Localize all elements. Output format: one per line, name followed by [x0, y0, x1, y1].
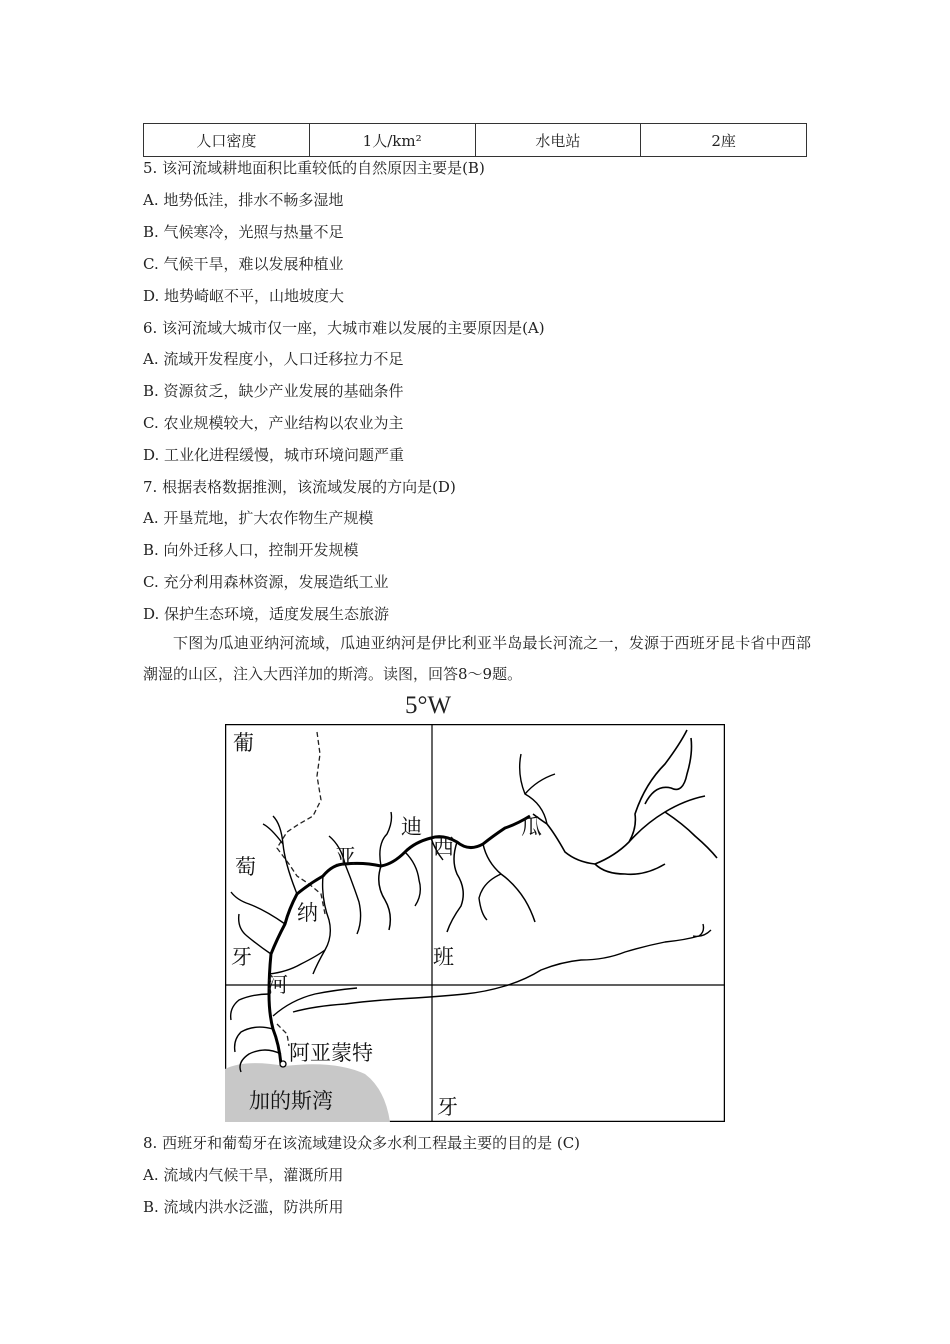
question-6-stem: 6. 该河流域大城市仅一座，大城市难以发展的主要原因是(A)	[143, 319, 545, 337]
question-6-option-c: C. 农业规模较大，产业结构以农业为主	[143, 414, 404, 432]
table-cell: 人口密度	[144, 124, 310, 157]
guadiana-basin-map	[225, 724, 725, 1122]
label-ya-country: 牙	[231, 945, 252, 969]
city-point	[280, 1061, 286, 1067]
question-6-option-b: B. 资源贫乏，缺少产业发展的基础条件	[143, 382, 404, 400]
question-8-stem: 8. 西班牙和葡萄牙在该流域建设众多水利工程最主要的目的是 (C)	[143, 1134, 581, 1152]
question-5-option-a: A. 地势低洼，排水不畅多湿地	[143, 191, 344, 209]
question-8-option-a: A. 流域内气候干旱，灌溉所用	[143, 1166, 344, 1184]
label-na: 纳	[297, 901, 318, 925]
label-xi-river: 西	[433, 835, 454, 859]
question-6-option-d: D. 工业化进程缓慢，城市环境问题严重	[143, 446, 405, 464]
label-gua: 瓜	[521, 815, 542, 839]
question-7-option-d: D. 保护生态环境，适度发展生态旅游	[143, 605, 390, 623]
question-8-option-b: B. 流域内洪水泛滥，防洪所用	[143, 1198, 344, 1216]
label-ya-river: 亚	[335, 845, 356, 869]
label-di: 迪	[401, 815, 422, 839]
question-7-option-c: C. 充分利用森林资源，发展造纸工业	[143, 573, 389, 591]
table-cell: 水电站	[475, 124, 641, 157]
label-ban: 班	[433, 945, 454, 969]
label-ya-spain: 牙	[437, 1095, 458, 1119]
table-cell: 1人/km²	[309, 124, 475, 157]
label-pu-2: 萄	[235, 855, 256, 879]
question-7-stem: 7. 根据表格数据推测，该流域发展的方向是(D)	[143, 478, 456, 496]
map-svg	[225, 724, 725, 1122]
label-pu-1: 葡	[233, 731, 254, 755]
question-7-option-b: B. 向外迁移人口，控制开发规模	[143, 541, 359, 559]
question-5-option-d: D. 地势崎岖不平，山地坡度大	[143, 287, 345, 305]
question-5-option-b: B. 气候寒冷，光照与热量不足	[143, 223, 344, 241]
label-he: 河	[267, 973, 288, 997]
longitude-label: 5°W	[405, 692, 452, 719]
intro-paragraph: 下图为瓜迪亚纳河流域，瓜迪亚纳河是伊比利亚半岛最长河流之一，发源于西班牙昆卡省中西部潮湿的山区，注入大西洋加的斯湾。读图，回答8～9题。	[143, 634, 811, 683]
data-table	[143, 123, 807, 157]
table-cell: 2座	[641, 124, 807, 157]
question-5-stem: 5. 该河流域耕地面积比重较低的自然原因主要是(B)	[143, 159, 485, 177]
question-5-option-c: C. 气候干旱，难以发展种植业	[143, 255, 344, 273]
label-bay: 加的斯湾	[249, 1089, 333, 1113]
question-7-option-a: A. 开垦荒地，扩大农作物生产规模	[143, 509, 374, 527]
table-row	[144, 124, 807, 157]
question-6-option-a: A. 流域开发程度小，人口迁移拉力不足	[143, 350, 404, 368]
label-city: 阿亚蒙特	[289, 1041, 373, 1065]
